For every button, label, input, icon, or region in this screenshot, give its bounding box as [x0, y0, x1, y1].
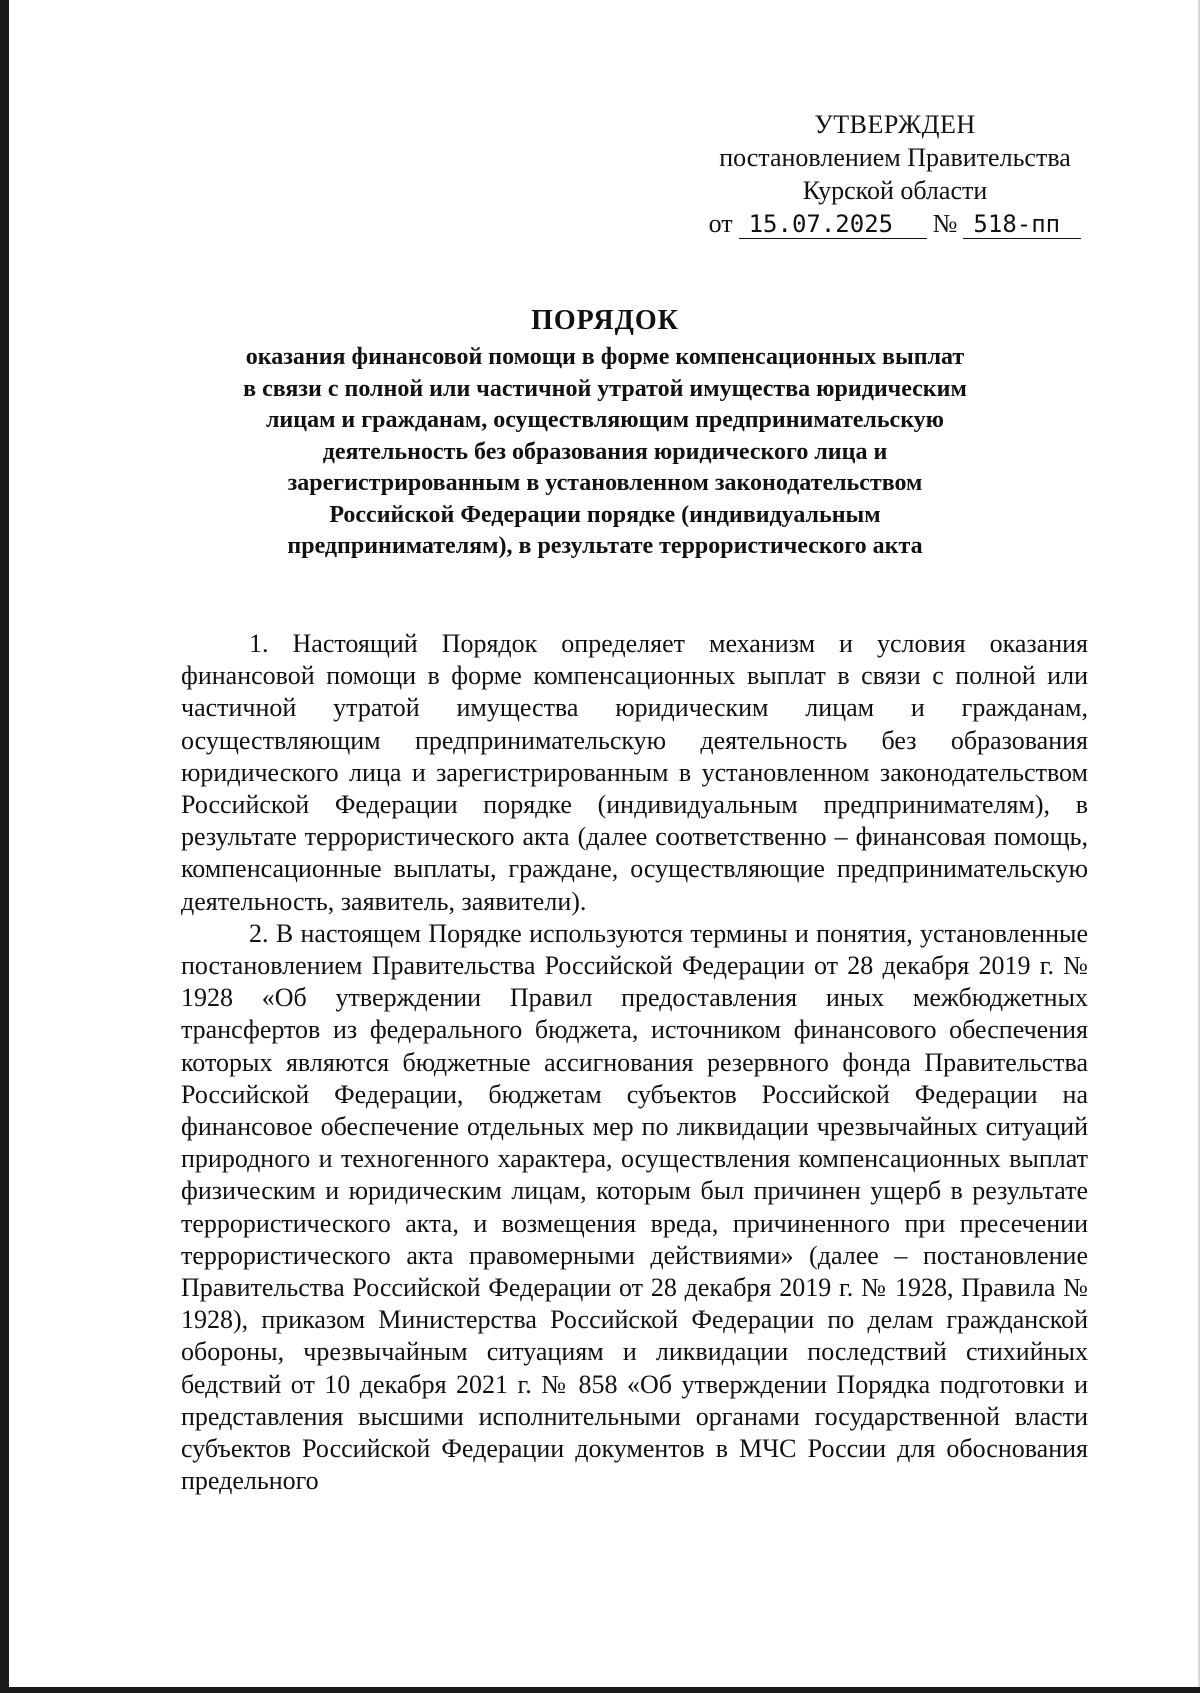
approval-line-2: Курской области	[802, 176, 988, 205]
paragraph-1: 1. Настоящий Порядок определяет механизм и условия оказания финансовой помощи в форме компенсационных выплат в связи с полной или частичной утратой имущества юридическим лицам и гражданам, осуществляющим предпринимательскую деятельность без образования юридического лица и зарегистрированным в установленном законодательством Российской Федерации порядке (индивидуальным предпринимателям), в результате террористического акта (далее соответственно – финансовая помощь, компенсационные выплаты, граждане, осуществляющие предпринимательскую деятельность, заявитель, заявители).	[181, 629, 1088, 916]
subtitle-line: Российской Федерации порядке (индивидуальным	[329, 501, 881, 528]
approval-date-line	[690, 207, 1100, 240]
subtitle-line: предпринимателям), в результате террористического акта	[287, 533, 923, 559]
approval-line-1: постановлением Правительства	[719, 143, 1071, 172]
subtitle-line: лицам и гражданам, осуществляющим предпринимательскую	[265, 407, 945, 433]
document-title: ПОРЯДОК	[531, 305, 679, 336]
document-heading	[190, 303, 1020, 563]
subtitle-line: оказания финансовой помощи в форме компенсационных выплат	[245, 344, 965, 370]
number-prefix: №	[932, 209, 958, 238]
scan-edge-bottom	[0, 1687, 1200, 1693]
approval-date: 15.07.2025	[739, 210, 927, 239]
approval-number: 518-пп	[963, 210, 1081, 239]
subtitle-line: деятельность без образования юридического лица и	[322, 438, 888, 465]
scan-edge-left	[0, 0, 9, 1693]
approval-title: УТВЕРЖДЕН	[814, 110, 976, 139]
approval-stamp	[690, 108, 1100, 240]
subtitle-line: в связи с полной или частичной утратой имущества юридическим	[243, 375, 967, 402]
subtitle-line: зарегистрированным в установленном законодательством	[287, 470, 923, 496]
document-subtitle	[190, 342, 1020, 563]
paragraph-2: 2. В настоящем Порядке используются термины и понятия, установленные постановлением Правительства Российской Федерации от 28 декабря 2019 г. № 1928 «Об утверждении Правил предоставления иных межбюджетных трансфертов из федерального бюджета, источником финансового обеспечения которых являются бюджетные ассигнования резервного фонда Правительства Российской Федерации, бюджетам субъектов Российской Федерации на финансовое обеспечение отдельных мер по ликвидации чрезвычайных ситуаций природного и техногенного характера, осуществления компенсационных выплат физическим и юридическим лицам, которым был причинен ущерб в результате террористического акта, и возмещения вреда, причиненного при пресечении террористического акта правомерными действиями» (далее – постановление Правительства Российской Федерации от 28 декабря 2019 г. № 1928, Правила № 1928), приказом Министерства Российской Федерации по делам гражданской обороны, чрезвычайным ситуациям и ликвидации последствий стихийных бедствий от 10 декабря 2021 г. № 858 «Об утверждении Порядка подготовки и представления высшими исполнительными органами государственной власти субъектов Российской Федерации документов в МЧС России для обоснования предельного	[181, 918, 1088, 1496]
document-body	[181, 628, 1088, 1497]
date-prefix: от	[708, 209, 733, 238]
